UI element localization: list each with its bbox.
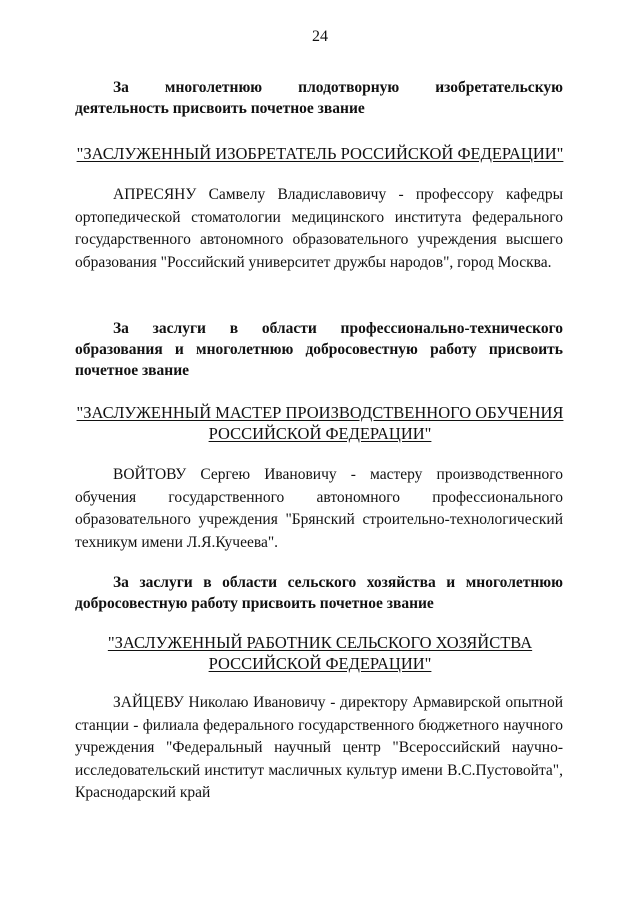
awardee-1: АПРЕСЯНУ Самвелу Владиславовичу - профессору кафедры ортопедической стоматологии медицинского института федерального государственного автономного образовательного учреждения высшего образования "Российский университет дружбы народов", город Москва.: [75, 186, 563, 271]
award-intro-3: За заслуги в области сельского хозяйства и многолетнюю добросовестную работу присвоить почетное звание: [75, 574, 563, 612]
award-title-1-line-1: "ЗАСЛУЖЕННЫЙ ИЗОБРЕТАТЕЛЬ РОССИЙСКОЙ ФЕДЕРАЦИИ": [76, 144, 564, 163]
page-number: 24: [312, 28, 328, 45]
award-title-3-line-2: РОССИЙСКОЙ ФЕДЕРАЦИИ": [208, 654, 432, 673]
award-title-2: [72, 402, 568, 444]
award-title-1: [72, 143, 568, 164]
award-intro-2: За заслуги в области профессионально-технического образования и многолетнюю добросовестную работу присвоить почетное звание: [75, 320, 563, 379]
award-title-3-line-1: "ЗАСЛУЖЕННЫЙ РАБОТНИК СЕЛЬСКОГО ХОЗЯЙСТВА: [107, 633, 533, 652]
award-title-2-line-2: РОССИЙСКОЙ ФЕДЕРАЦИИ": [208, 424, 432, 443]
awardee-3: ЗАЙЦЕВУ Николаю Ивановичу - директору Армавирской опытной станции - филиала федерального государственного бюджетного научного учреждения "Федеральный научный центр "Всероссийский научно-исследовательский институт масличных культур имени В.С.Пустовойта", Краснодарский край: [75, 694, 563, 801]
award-title-3: [72, 632, 568, 674]
awardee-2: ВОЙТОВУ Сергею Ивановичу - мастеру производственного обучения государственного автономного профессионального образовательного учреждения "Брянский строительно-технологический техникум имени Л.Я.Кучеева".: [75, 466, 563, 551]
award-intro-1: За многолетнюю плодотворную изобретательскую деятельность присвоить почетное звание: [75, 79, 563, 117]
award-title-2-line-1: "ЗАСЛУЖЕННЫЙ МАСТЕР ПРОИЗВОДСТВЕННОГО ОБУЧЕНИЯ: [76, 403, 564, 422]
